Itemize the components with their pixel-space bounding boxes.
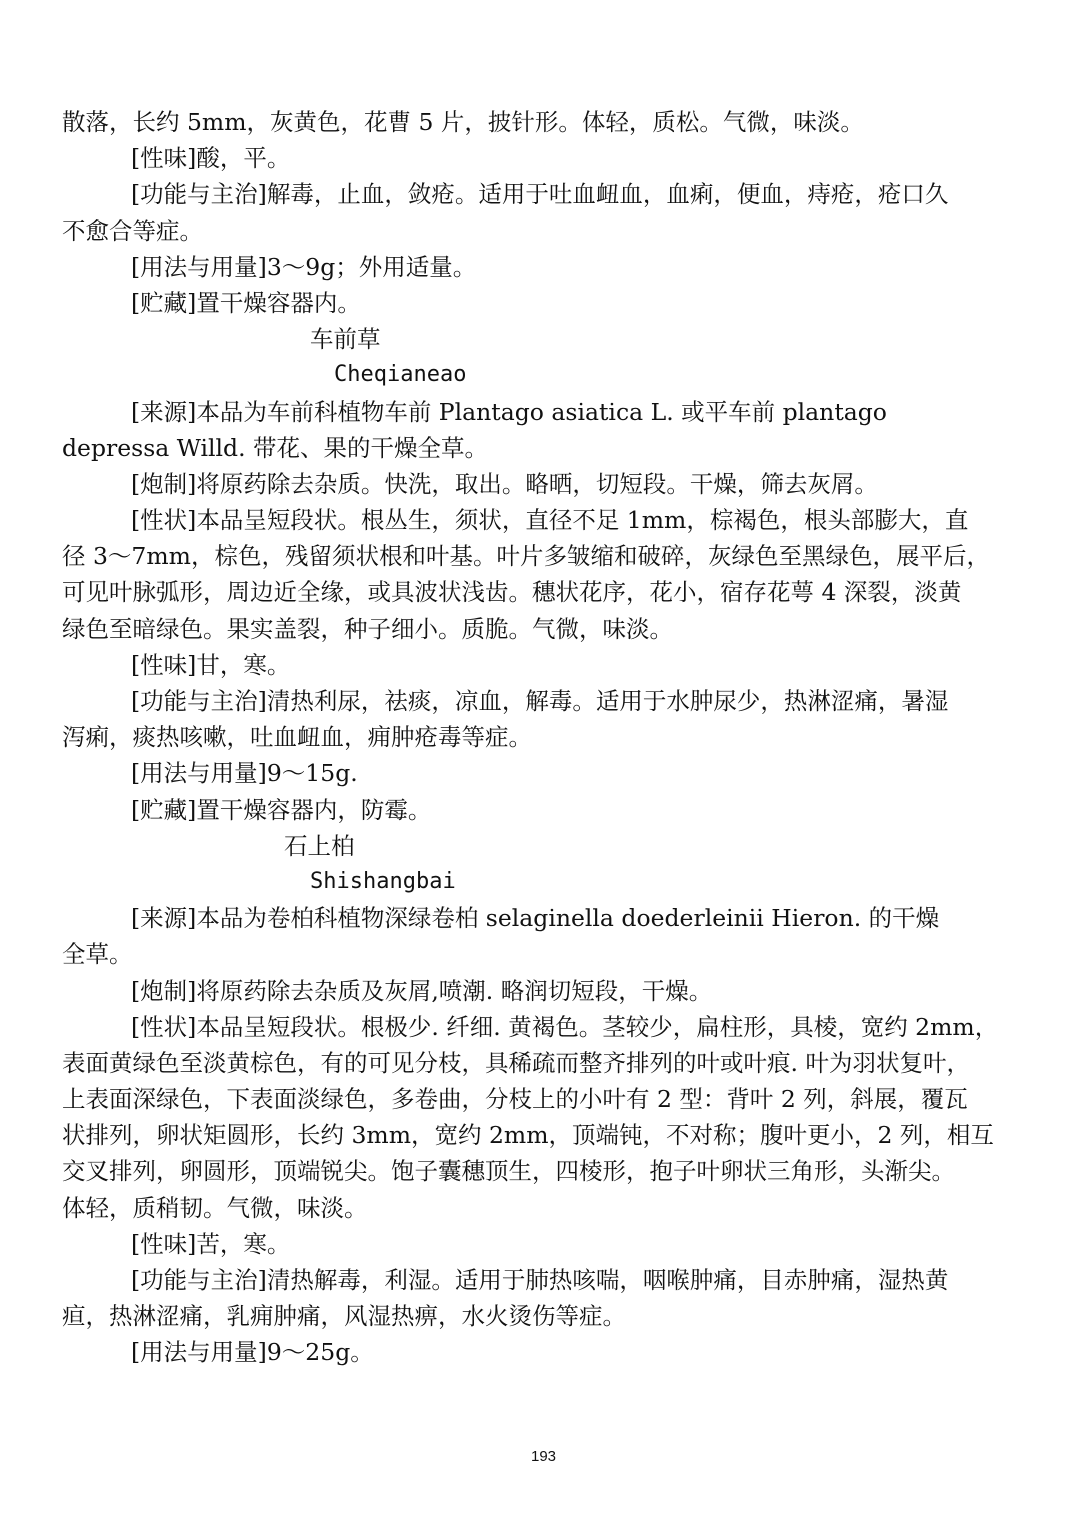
function-indication-line: [功能与主治]解毒，止血，敛疮。适用于吐血衄血，血痢，便血，痔疮，疮口久: [131, 180, 949, 209]
description-line-cont: 体轻，质稍韧。气微，味淡。: [62, 1193, 368, 1222]
function-indication-line: [功能与主治]清热解毒，利湿。适用于肺热咳喘，咽喉肿痛，目赤肿痛，湿热黄: [131, 1266, 949, 1294]
function-indication-line-cont: 疸，热淋涩痛，乳痈肿痛，风湿热痹，水火烫伤等症。: [62, 1302, 626, 1331]
storage-line: [贮藏]置干燥容器内，防霉。: [131, 795, 432, 824]
function-indication-line-cont: 泻痢，痰热咳嗽，吐血衄血，痈肿疮毒等症。: [62, 723, 532, 752]
function-indication-line-cont: 不愈合等症。: [62, 216, 203, 245]
usage-dosage-line: [用法与用量]9～25g。: [131, 1338, 374, 1367]
storage-line: [贮藏]置干燥容器内。: [131, 288, 361, 317]
entry-pinyin-shishangbai: Shishangbai: [310, 868, 456, 894]
entry-title-cheqiancao: 车前草: [310, 325, 381, 354]
description-line-cont: 上表面深绿色，下表面淡绿色，多卷曲，分枝上的小叶有 2 型：背叶 2 列，斜展，覆瓦: [62, 1085, 968, 1114]
source-line-cont: depressa Willd. 带花、果的干燥全草。: [62, 433, 489, 462]
processing-line: [炮制]将原药除去杂质及灰屑,喷潮. 略润切短段，干燥。: [131, 976, 713, 1005]
processing-line: [炮制]将原药除去杂质。快洗，取出。略晒，切短段。干燥，筛去灰屑。: [131, 469, 878, 498]
page-number: 193: [530, 1448, 557, 1465]
description-line-cont: 绿色至暗绿色。果实盖裂，种子细小。质脆。气微，味淡。: [62, 614, 673, 643]
source-line: [来源]本品为车前科植物车前 Plantago asiatica L. 或平车前 plantago: [131, 397, 887, 426]
description-line-cont: 可见叶脉弧形，周边近全缘，或具波状浅齿。穗状花序，花小，宿存花萼 4 深裂，淡黄: [62, 578, 962, 607]
function-indication-line: [功能与主治]清热利尿，祛痰，凉血，解毒。适用于水肿尿少，热淋涩痛，暑湿: [131, 687, 949, 715]
description-line: [性状]本品呈短段状。根极少. 纤细. 黄褐色。茎较少，扁柱形，具棱，宽约 2mm，: [131, 1012, 999, 1041]
property-taste-line: [性味]苦，寒。: [131, 1229, 291, 1258]
entry-pinyin-cheqiancao: Cheqianeao: [334, 362, 467, 388]
source-line-cont: 全草。: [62, 940, 133, 969]
description-line-cont: 径 3～7mm，棕色，残留须状根和叶基。叶片多皱缩和破碎，灰绿色至黑绿色，展平后，: [62, 542, 990, 571]
property-taste-line: [性味]甘，寒。: [131, 650, 291, 679]
description-line-cont: 状排列，卵状矩圆形，长约 3mm，宽约 2mm，顶端钝，不对称；腹叶更小，2 列，相互: [62, 1121, 994, 1150]
description-line: [性状]本品呈短段状。根丛生，须状，直径不足 1mm，棕褐色，根头部膨大，直: [131, 506, 969, 535]
description-line-cont: 交叉排列，卵圆形，顶端锐尖。饱子囊穗顶生，四棱形，抱子叶卵状三角形，头渐尖。: [62, 1157, 955, 1186]
usage-dosage-line: [用法与用量]9～15g.: [131, 759, 358, 788]
source-line: [来源]本品为卷柏科植物深绿卷柏 selaginella doederleinii Hieron. 的干燥: [131, 904, 940, 933]
text-line-continuation: 散落，长约 5mm，灰黄色，花曹 5 片，披针形。体轻，质松。气微，味淡。: [62, 108, 864, 136]
usage-dosage-line: [用法与用量]3～9g；外用适量。: [131, 252, 477, 281]
entry-title-shishangbai: 石上柏: [284, 831, 355, 860]
description-line-cont: 表面黄绿色至淡黄棕色，有的可见分枝，具稀疏而整齐排列的叶或叶痕. 叶为羽状复叶，: [62, 1048, 970, 1077]
property-taste-line: [性味]酸，平。: [131, 144, 291, 173]
document-body: [62, 104, 1026, 1371]
